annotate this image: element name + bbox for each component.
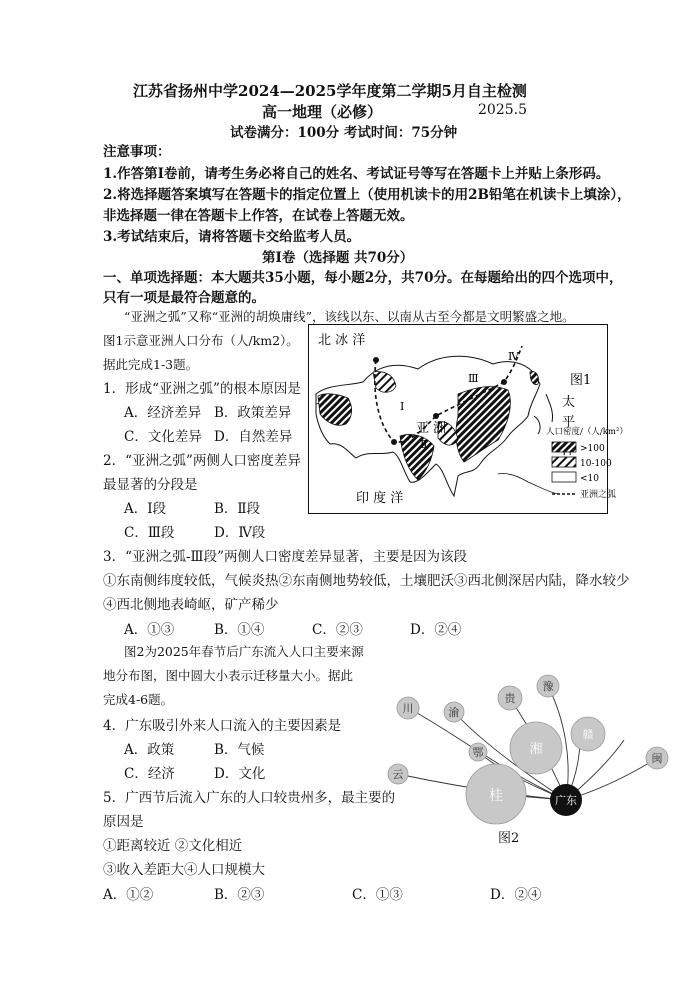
legend-item: 10-100 [580, 459, 612, 469]
q4-option-d: D．文化 [214, 766, 266, 782]
segment-label-3: Ⅲ [468, 372, 479, 385]
note-item: 1.作答第Ⅰ卷前，请考生务必将自己的姓名、考试证号等写在答题卡上并贴上条形码。 [103, 166, 610, 182]
legend-item: >100 [580, 444, 605, 454]
q3-options-line: ①东南侧纬度较低，气候炎热②东南侧地势较低，土壤肥沃③西北侧深居内陆，降水较少 [103, 573, 630, 589]
legend-title: 人口密度/（人/km²） [546, 427, 628, 437]
legend-item: 亚洲之弧 [580, 490, 617, 500]
pacific-label: 平 [562, 415, 576, 430]
q5-option-c: C．①③ [352, 887, 403, 903]
source-label: 贵 [504, 692, 516, 705]
q3-option-a: A．①③ [124, 622, 175, 638]
source-label: 云 [392, 768, 404, 781]
source-label: 渝 [448, 706, 460, 719]
q3-options-line: ④西北侧地表崎岖，矿产稀少 [103, 597, 279, 613]
exam-date: 2025.5 [478, 102, 527, 118]
pacific-label: 太 [562, 395, 576, 410]
intro-text: 地分布图，图中圆大小表示迁移量大小。据此 [103, 668, 354, 683]
q4-option-a: A．政策 [124, 742, 175, 758]
section-instruction: 只有一项是最符合题意的。 [103, 290, 265, 306]
arctic-ocean-label: 北 冰 洋 [318, 333, 366, 348]
q2-option-d: D．Ⅳ段 [214, 525, 266, 541]
segment-label-1: Ⅰ [400, 400, 405, 413]
source-label: 湘 [529, 742, 543, 757]
asia-population-map [308, 324, 628, 514]
figure-label: 图1 [570, 373, 592, 388]
intro-text: 图1示意亚洲人口分布（人/km2）。 [103, 333, 299, 348]
source-label: 赣 [582, 728, 594, 741]
note-item: 2.将选择题答案填写在答题卡的指定位置上（使用机读卡的用2B铅笔在机读卡上填涂）， [103, 187, 631, 203]
section-title: 第Ⅰ卷（选择题 共70分） [262, 250, 414, 266]
legend-item: <10 [580, 474, 599, 484]
migration-bubble-diagram [380, 660, 680, 850]
q5-stem: 原因是 [103, 814, 144, 830]
q3-option-c: C．②③ [312, 622, 363, 638]
q3-option-b: B．①④ [214, 622, 265, 638]
intro-text: 据此完成1-3题。 [103, 357, 199, 372]
q2-option-b: B．Ⅱ段 [214, 501, 261, 517]
exam-title: 江苏省扬州中学2024—2025学年度第二学期5月自主检测 [133, 82, 527, 100]
segment-label-2: Ⅱ [420, 438, 428, 451]
q2-stem: 2．“亚洲之弧”两侧人口密度差异 [103, 453, 301, 469]
target-label: 广东 [555, 794, 577, 807]
asia-label: 亚 洲 [416, 421, 447, 436]
figure-label: 图2 [498, 831, 520, 846]
q3-option-d: D．②④ [410, 622, 462, 638]
source-label: 豫 [542, 680, 554, 693]
q1-option-a: A．经济差异 [124, 405, 202, 421]
segment-label-4: Ⅳ [508, 350, 519, 363]
notes-heading: 注意事项： [103, 144, 171, 160]
q2-stem: 最显著的分段是 [103, 477, 198, 493]
q4-stem: 4．广东吸引外来人口流入的主要因素是 [103, 718, 342, 734]
q5-options-line: ①距离较近 ②文化相近 [103, 838, 243, 854]
indian-ocean-label: 印 度 洋 [356, 491, 404, 506]
source-label: 桂 [489, 788, 503, 804]
q1-option-c: C．文化差异 [124, 429, 202, 445]
q5-stem: 5．广西节后流入广东的人口较贵州多，最主要的 [103, 790, 396, 806]
q4-option-c: C．经济 [124, 766, 175, 782]
q5-options-line: ③收入差距大④人口规模大 [103, 862, 265, 878]
intro-text: 完成4-6题。 [103, 692, 174, 707]
intro-text: 图2为2025年春节后广东流入人口主要来源 [124, 644, 364, 659]
source-label: 闽 [651, 752, 663, 765]
q5-option-b: B．②③ [214, 887, 265, 903]
q1-option-b: B．政策差异 [214, 405, 292, 421]
source-label: 鄂 [472, 746, 484, 759]
q1-stem: 1．形成“亚洲之弧”的根本原因是 [103, 381, 301, 397]
intro-text: “亚洲之弧”又称“亚洲的胡焕庸线”，该线以东、以南从古至今都是文明繁盛之地。 [124, 309, 575, 324]
q1-option-d: D．自然差异 [214, 429, 293, 445]
note-item: 3.考试结束后，请将答题卡交给监考人员。 [103, 229, 361, 245]
section-instruction: 一、单项选择题：本大题共35小题，每小题2分，共70分。在每题给出的四个选项中， [103, 270, 623, 286]
q2-option-a: A．Ⅰ段 [124, 501, 167, 517]
note-item: 非选择题一律在答题卡上作答，在试卷上答题无效。 [103, 208, 414, 224]
q2-option-c: C．Ⅲ段 [124, 525, 175, 541]
q4-option-b: B．气候 [214, 742, 265, 758]
q3-stem: 3．“亚洲之弧-Ⅲ段”两侧人口密度差异显著，主要是因为该段 [103, 549, 467, 565]
subject-title: 高一地理（必修） [262, 103, 383, 121]
score-time: 试卷满分：100分 考试时间：75分钟 [230, 125, 458, 141]
source-label: 川 [402, 702, 414, 715]
q5-option-d: D．②④ [490, 887, 542, 903]
q5-option-a: A．①② [103, 887, 154, 903]
